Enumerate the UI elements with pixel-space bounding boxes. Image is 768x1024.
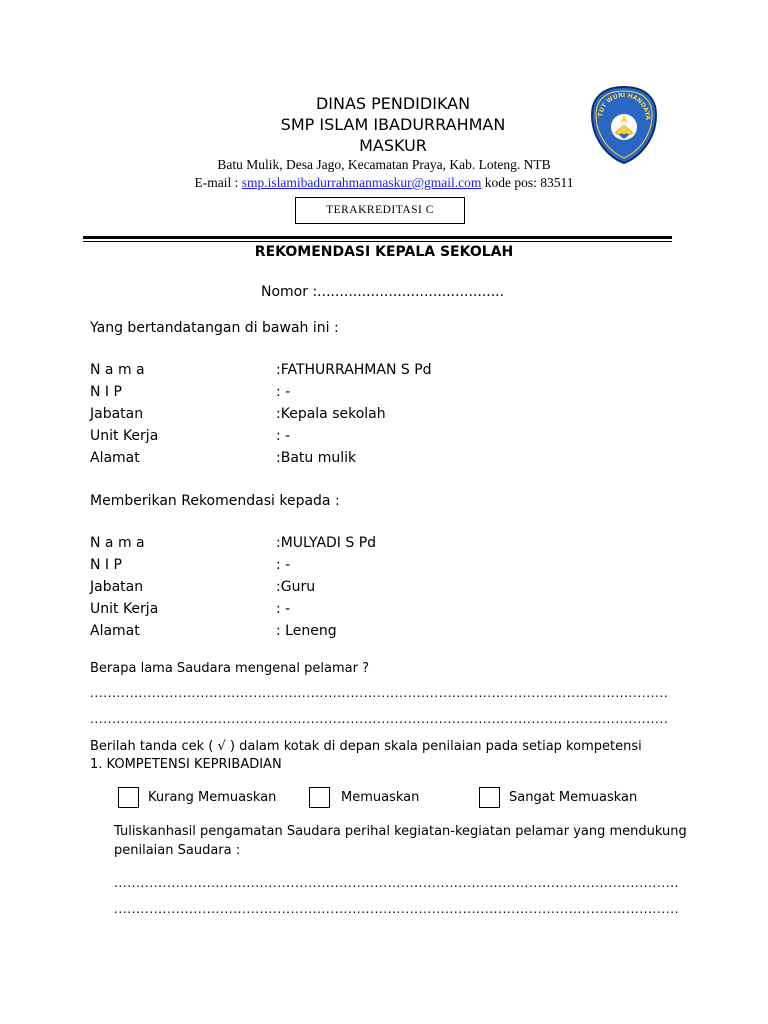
agency-name: DINAS PENDIDIKAN (315, 94, 471, 113)
applicant-nip-value: : - (276, 557, 291, 573)
signer-alamat-label: Alamat (90, 450, 140, 466)
applicant-alamat-value: : Leneng (276, 623, 337, 639)
question-text: Berapa lama Saudara mengenal pelamar ? (90, 661, 369, 676)
postal-code: kode pos: 83511 (484, 175, 574, 190)
applicant-jabatan-label: Jabatan (90, 579, 144, 595)
signer-unit-label: Unit Kerja (90, 428, 159, 444)
observation-text-line2: penilaian Saudara : (114, 843, 241, 858)
checkbox-memuaskan[interactable] (309, 787, 330, 808)
svg-text:TUT WURI HANDAYANI: TUT WURI HANDAYA (597, 91, 652, 121)
header-divider-thick (83, 236, 672, 239)
signer-name-label: N a m a (90, 362, 145, 378)
header-divider-thin (83, 241, 672, 242)
applicant-name-value: :MULYADI S Pd (276, 535, 377, 551)
checkbox-sangat-memuaskan[interactable] (479, 787, 500, 808)
option-label-sangat-memuaskan: Sangat Memuaskan (509, 790, 638, 805)
answer-line-2[interactable]: ................................................................................................................................... (90, 712, 669, 726)
contact-line (0, 175, 768, 191)
intro-text: Yang bertandatangan di bawah ini : (90, 320, 339, 336)
applicant-nip-label: N I P (90, 557, 122, 573)
accreditation-box: TERAKREDITASI C (295, 197, 465, 224)
signer-unit-value: : - (276, 428, 291, 444)
observation-line-2[interactable]: ................................................................................................................................ (114, 902, 680, 916)
email-link[interactable]: smp.islamibadurrahmanmaskur@gmail.com (241, 175, 482, 190)
document-title: REKOMENDASI KEPALA SEKOLAH (254, 244, 514, 260)
signer-alamat-value: :Batu mulik (276, 450, 357, 466)
signer-jabatan-label: Jabatan (90, 406, 144, 422)
option-label-kurang-memuaskan: Kurang Memuaskan (148, 790, 277, 805)
signer-nip-value: : - (276, 384, 291, 400)
signer-jabatan-value: :Kepala sekolah (276, 406, 386, 422)
instruction-text: Berilah tanda cek ( √ ) dalam kotak di depan skala penilaian pada setiap kompetensi (90, 739, 642, 754)
option-label-memuaskan: Memuaskan (341, 790, 420, 805)
applicant-jabatan-value: :Guru (276, 579, 316, 595)
applicant-unit-value: : - (276, 601, 291, 617)
email-label: E-mail : (194, 175, 239, 190)
observation-text-line1: Tuliskanhasil pengamatan Saudara perihal kegiatan-kegiatan pelamar yang mendukung (114, 824, 687, 839)
observation-line-1[interactable]: ................................................................................................................................ (114, 876, 680, 890)
signer-nip-label: N I P (90, 384, 122, 400)
section-kepribadian: 1. KOMPETENSI KEPRIBADIAN (90, 757, 282, 772)
answer-line-1[interactable]: ................................................................................................................................... (90, 686, 669, 700)
signer-name-value: :FATHURRAHMAN S Pd (276, 362, 432, 378)
school-location: MASKUR (359, 136, 427, 155)
applicant-unit-label: Unit Kerja (90, 601, 159, 617)
school-address: Batu Mulik, Desa Jago, Kecamatan Praya, Kab. Loteng. NTB (217, 157, 551, 172)
checkbox-kurang-memuaskan[interactable] (118, 787, 139, 808)
school-name: SMP ISLAM IBADURRAHMAN (280, 115, 506, 134)
applicant-alamat-label: Alamat (90, 623, 140, 639)
recommend-intro: Memberikan Rekomendasi kepada : (90, 493, 340, 509)
applicant-name-label: N a m a (90, 535, 145, 551)
document-number: Nomor :.......................................... (261, 284, 505, 300)
school-logo-icon (588, 85, 660, 165)
